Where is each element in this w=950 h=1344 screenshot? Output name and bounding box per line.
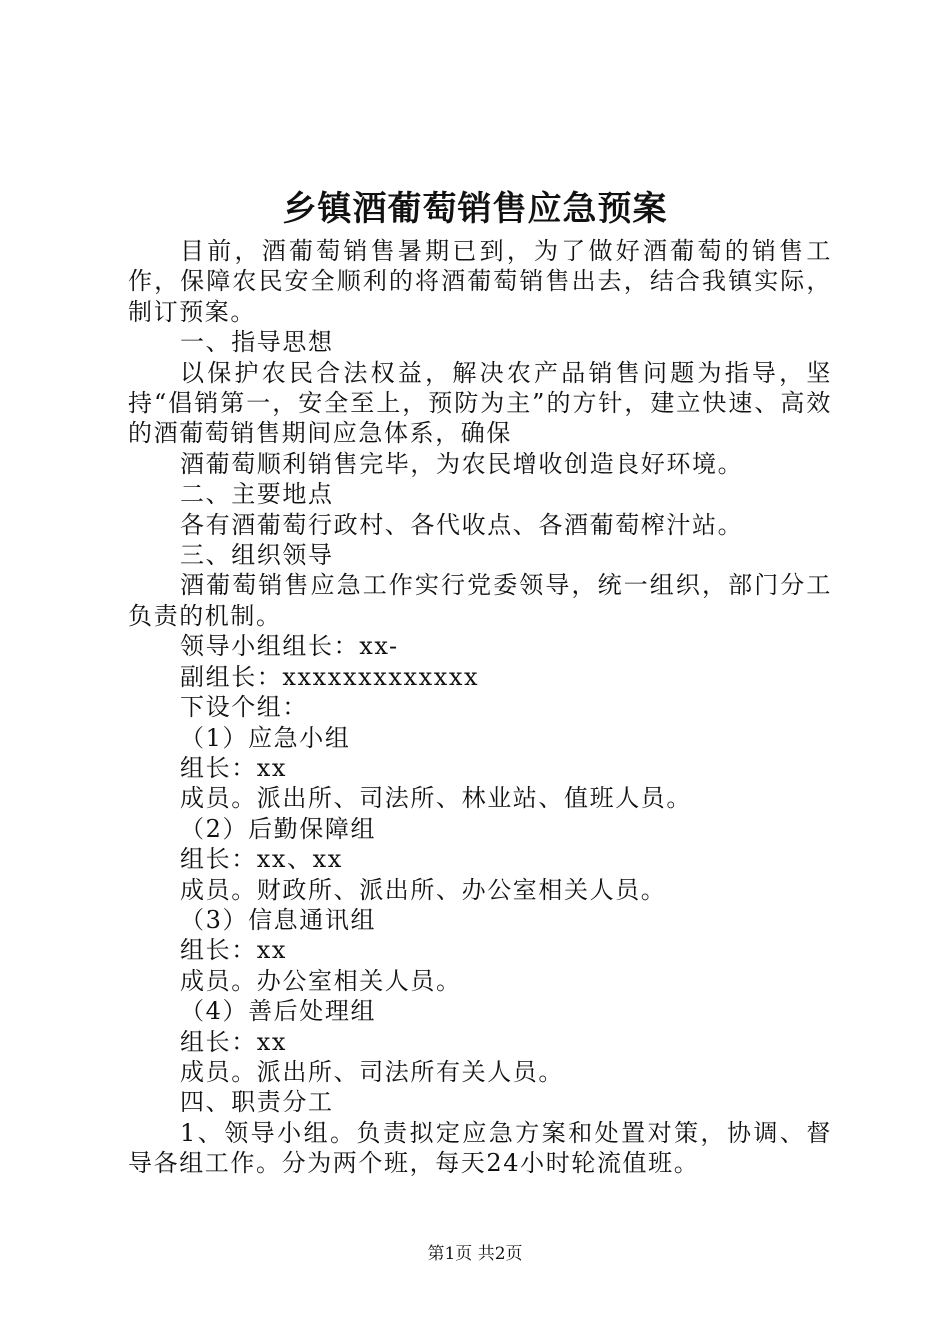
group-4-leader: 组长：xx [180,1027,288,1056]
paragraph-organization: 酒葡萄销售应急工作实行党委领导，统一组织，部门分工负责的机制。 [128,571,832,630]
group-3-members: 成员。办公室相关人员。 [180,966,462,995]
group-1-heading: （1）应急小组 [180,723,351,752]
page-number-footer: 第1页 共2页 [427,1244,523,1264]
group-4-heading: （4）善后处理组 [180,997,377,1026]
section-heading-locations: 二、主要地点 [180,480,334,509]
section-heading-guiding-thought: 一、指导思想 [180,328,334,357]
document-title: 乡镇酒葡萄销售应急预案 [282,189,668,229]
group-2-heading: （2）后勤保障组 [180,814,377,843]
group-2-members: 成员。财政所、派出所、办公室相关人员。 [180,875,667,904]
paragraph-guiding-thought-cont: 酒葡萄顺利销售完毕，为农民增收创造良好环境。 [180,449,744,478]
paragraph-duties-1: 1、领导小组。负责拟定应急方案和处置对策，协调、督导各组工作。分为两个班，每天24小时轮流值班。 [128,1118,832,1178]
group-1-members: 成员。派出所、司法所、林业站、值班人员。 [180,784,692,813]
group-3-leader: 组长：xx [180,936,288,965]
paragraph-guiding-thought: 以保护农民合法权益，解决农产品销售问题为指导，坚持“倡销第一，安全至上，预防为主”的方针，建立快速、高效的酒葡萄销售期间应急体系，确保 [128,358,832,448]
group-1-leader: 组长：xx [180,753,288,782]
section-heading-organization: 三、组织领导 [180,541,334,570]
subgroups-line: 下设个组： [180,693,308,722]
leader-line: 领导小组组长：xx- [180,632,399,661]
paragraph-locations: 各有酒葡萄行政村、各代收点、各酒葡萄榨汁站。 [180,510,744,539]
paragraph-intro: 目前，酒葡萄销售暑期已到，为了做好酒葡萄的销售工作，保障农民安全顺利的将酒葡萄销售出去，结合我镇实际，制订预案。 [128,237,832,326]
deputy-leader-line: 副组长：xxxxxxxxxxxxx [180,662,480,691]
document-body [128,236,832,1179]
group-2-leader: 组长：xx、xx [180,845,343,874]
group-4-members: 成员。派出所、司法所有关人员。 [180,1057,564,1086]
group-3-heading: （3）信息通讯组 [180,905,377,934]
section-heading-duties: 四、职责分工 [180,1088,334,1117]
